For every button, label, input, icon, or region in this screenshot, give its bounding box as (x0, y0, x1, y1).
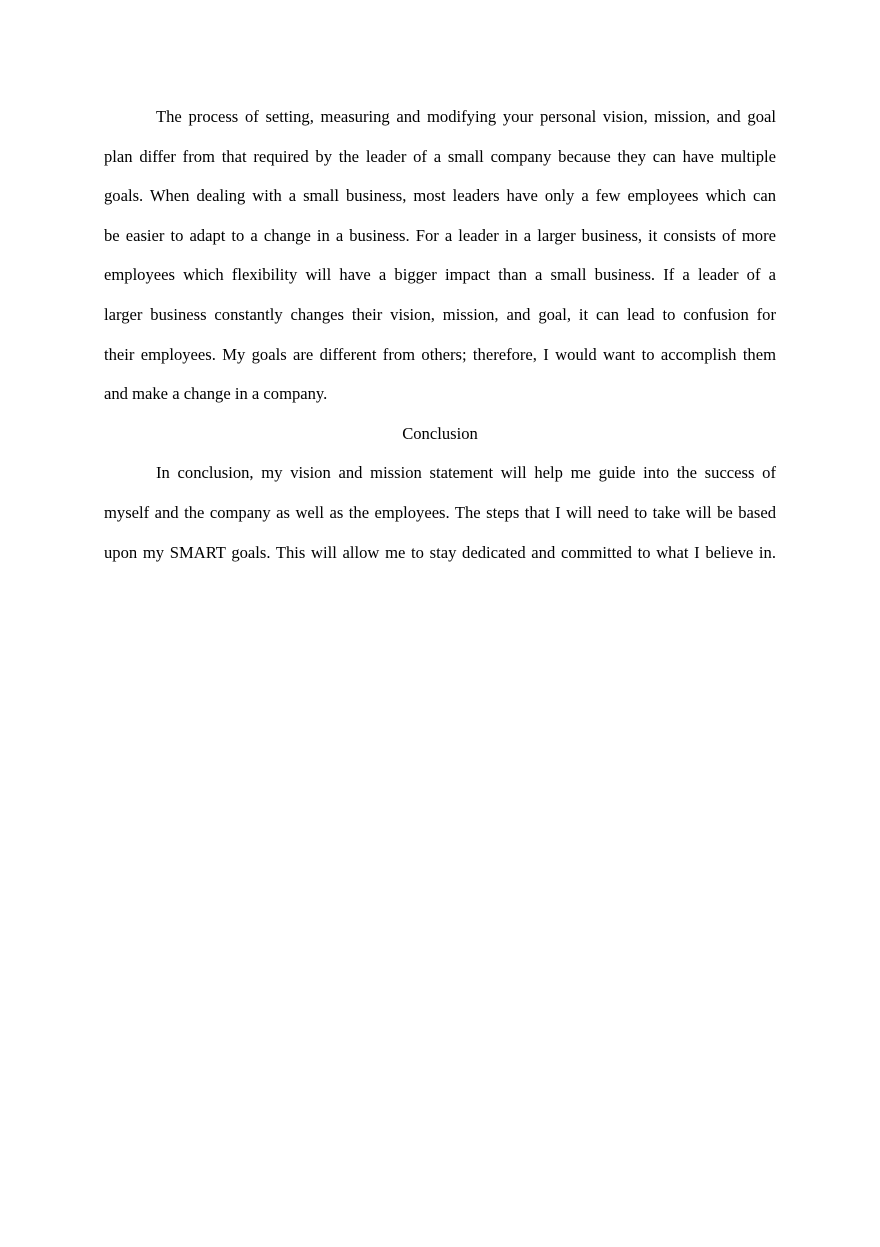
paragraph-line: employees which flexibility will have a bigger impact than a small business. If a leader of a (104, 265, 776, 285)
section-heading-conclusion: Conclusion (402, 423, 478, 443)
paragraph-line: be easier to adapt to a change in a business. For a leader in a larger business, it consists of more (104, 225, 776, 245)
paragraph-line: larger business constantly changes their vision, mission, and goal, it can lead to confusion for (104, 304, 776, 324)
paragraph-line: The process of setting, measuring and modifying your personal vision, mission, and goal (156, 107, 776, 126)
paragraph-line: myself and the company as well as the employees. The steps that I will need to take will be based (104, 502, 776, 522)
document-body (104, 97, 776, 572)
paragraph-line: goals. When dealing with a small business, most leaders have only a few employees which can (104, 186, 776, 206)
paragraph-conclusion (104, 453, 776, 572)
paragraph-line: upon my SMART goals. This will allow me to stay dedicated and committed to what I believe in. (104, 542, 776, 562)
paragraph-line: their employees. My goals are different from others; therefore, I would want to accomplish them (104, 344, 776, 364)
paragraph-line: and make a change in a company. (104, 384, 328, 404)
paragraph-small-vs-large-business (104, 97, 776, 414)
paragraph-line: plan differ from that required by the leader of a small company because they can have multiple (104, 146, 776, 166)
paragraph-line: In conclusion, my vision and mission statement will help me guide into the success of (156, 463, 776, 483)
